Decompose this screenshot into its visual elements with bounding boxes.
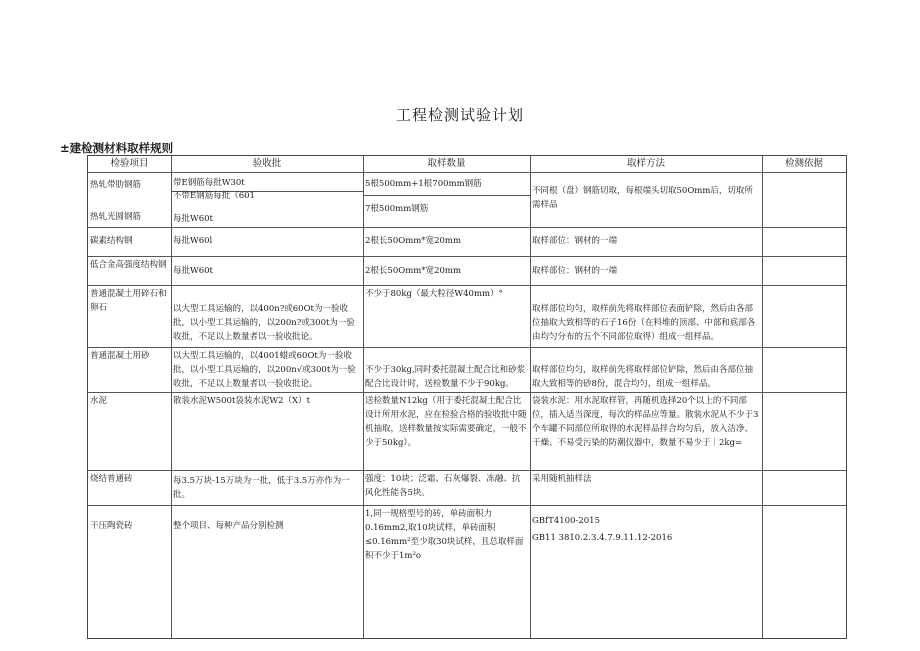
table-cell-item: 碳素结构钢 (90, 236, 133, 246)
table-cell-item: 低合金高强度结构钢 (90, 260, 167, 270)
page-title: 工程检测试验计划 (395, 106, 524, 124)
header-basis: 检测依据 (784, 158, 823, 169)
header-qty: 取样数量 (427, 158, 466, 169)
table-cell-method: 取样部位：钢材的一端 (532, 236, 618, 246)
table-cell-method: GBfT4100-2015 GB11 3810.2.3.4.7.9.11.12-2016 (532, 516, 673, 543)
column-divider (762, 156, 763, 638)
table-cell-qty: 2根长50Omm*宽20mm (365, 266, 461, 276)
table-cell-method: 袋装水泥：用水泥取样管，再随机选择20个以上的不同部位，插入适当深度，每次的样品应等量。散装水泥从不少于3个车罐不同部位所取得的水泥样品拌合均匀后，放入洁净、干燥、不易受污染的防潮仪器中，数量不易少于｜2kg= (532, 396, 759, 448)
table-cell-method: 采用随机抽样法 (532, 474, 592, 484)
table-cell-item: 热轧光圆钢筋 (90, 212, 142, 222)
header-method: 取样方法 (626, 158, 665, 169)
table-cell-qty: 7根500mm钢筋 (365, 204, 429, 214)
table-cell-qty: 1,同一规格型号的砖，单砖面积力0.16mm2,取10块试样，单砖面积≤0.16mm²至少取30块试样，且总取样面积不少于1m²o (365, 509, 524, 561)
table-cell-method: 取样部位：钢材的一端 (532, 266, 618, 276)
table-cell-item: 烧结普通砖 (90, 474, 133, 484)
table-cell-batch: 每3.5万块-15万块为一批，低于3.5万亦作为一批。 (173, 476, 350, 500)
table-cell-item: 普通混凝土用碎石和卵石 (90, 289, 167, 313)
section-subtitle: ±建检测材料取样规则 (60, 141, 174, 155)
table-cell-qty: 不少于80kg（最大粒径W40mm）° (365, 289, 503, 299)
table-cell-batch: 每批W60t (173, 214, 213, 224)
sampling-table (87, 155, 847, 639)
table-cell-item: 水泥 (90, 396, 108, 406)
table-cell-item: 普通混凝土用砂 (90, 351, 150, 361)
table-cell-batch: 整个项目、每种产品分别检测 (173, 521, 284, 531)
header-item: 检验项目 (110, 158, 149, 169)
table-cell-qty: 2根长50Omm*宽20mm (365, 236, 461, 246)
table-cell-qty: 强度：10块；泛霜、石灰爆裂、冻融、抗风化性能各5块。 (365, 474, 521, 498)
table-cell-item: 干压陶瓷砖 (90, 521, 133, 531)
table-cell-batch: 每批W60t (173, 266, 213, 276)
table-cell-method: 取样部位均匀，取样前先将取样部位铲除，然后由各部位抽取大致相等的砂8份，混合均匀，组成一组样品。 (532, 365, 754, 389)
header-batch: 验收批 (252, 158, 282, 169)
table-cell-qty: 5根500mm+1根700mm钢筋 (365, 179, 482, 189)
table-cell-item: 热轧带肋钢筋 (90, 180, 142, 190)
table-cell-batch: 以大型工具运输的，以400n?或60Ot为一验收批，以小型工具运输的，以200n?或300t为一验收批，不足以上数量者以一验收批论。 (173, 304, 355, 342)
table-cell-batch: 以大型工具运输的，以4001蜡或60Ot为一验收批，以小型工具运输的，以200n√或300t为一验收批，不足以上数量者以一验收批论。 (173, 351, 356, 389)
table-cell-method: 不同根（盘）钢筋切取，每根端头切取50Omm后，切取所需样品 (532, 186, 753, 210)
table-cell-method: 取样部位均匀，取样前先将取样部位表面铲除，然后由各部位抽取大致相等的石子16份（在料堆的顶部、中部和底部各由均匀分布的五个不同部位取得）组成一组样品。 (532, 304, 756, 342)
table-cell-batch: 带E钢筋每批W30t 不带E钢筋每批《601 (173, 178, 255, 201)
table-cell-qty: 不少于30kg,同时委托混凝土配合比和砂浆配合比设计时，送检数量不少于90kg。 (365, 365, 526, 389)
table-cell-batch: 散装水泥W500t袋装水泥W2（X）t (173, 396, 310, 406)
table-cell-qty: 送检数量N12kg（用于委托混凝土配合比设计所用水泥，应在检验合格的验收批中随机抽取，送样数量按实际需要确定，一般不少于50kg）。 (365, 396, 527, 448)
table-cell-batch: 每批W60l (173, 236, 213, 246)
